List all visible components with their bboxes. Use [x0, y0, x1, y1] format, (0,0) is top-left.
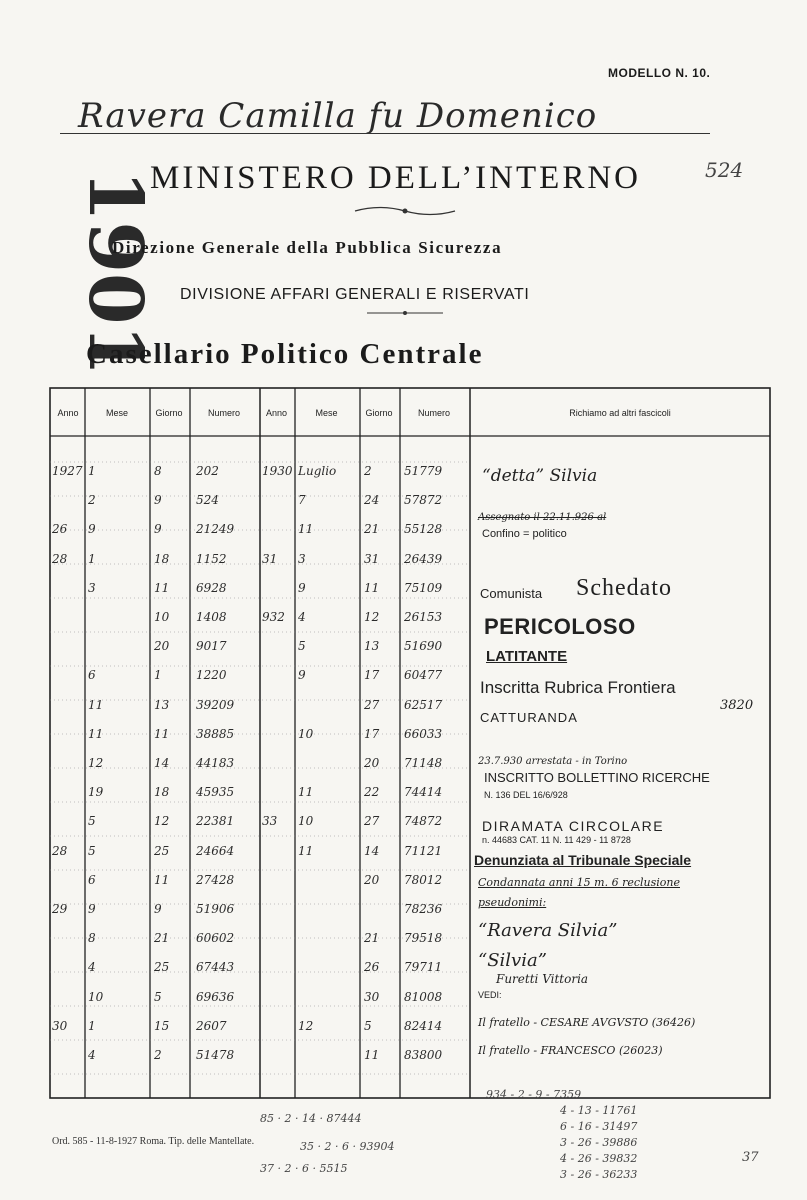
cell-numero-1: 24664: [196, 844, 235, 858]
cell-numero-2: 78236: [404, 902, 443, 916]
ornament-divider: [350, 204, 460, 218]
casellario-title: Casellario Politico Centrale: [86, 338, 484, 370]
cell-mese-1: 5: [88, 814, 96, 828]
cell-giorno-1: 21: [154, 931, 170, 945]
cell-numero-1: 6928: [196, 581, 227, 595]
cell-mese-1: 4: [88, 960, 96, 974]
cell-mese-1: 19: [88, 785, 104, 799]
col-header-mese-2: Mese: [315, 408, 338, 418]
cell-giorno-2: 31: [364, 552, 380, 566]
cell-numero-2: 74872: [404, 814, 443, 828]
cell-anno-1: 30: [52, 1019, 68, 1033]
cell-anno-2: 31: [262, 552, 278, 566]
cell-mese-1: 11: [88, 698, 104, 712]
cell-anno-1: 28: [52, 844, 68, 858]
cell-giorno-1: 13: [154, 698, 170, 712]
extra-entry-5: 4 - 26 - 39832: [560, 1152, 638, 1165]
footer-scribble-2: 35 · 2 · 6 · 93904: [300, 1140, 395, 1153]
cell-giorno-1: 8: [154, 464, 162, 478]
cell-giorno-2: 21: [364, 522, 380, 536]
note-fratello-1: Il fratello - CESARE AVGVSTO (36426): [478, 1016, 696, 1029]
cell-mese-2: 10: [298, 814, 314, 828]
col-header-numero-2: Numero: [417, 408, 450, 418]
cell-anno-1: 29: [52, 902, 68, 916]
cell-giorno-1: 15: [154, 1019, 170, 1033]
cell-numero-2: 83800: [404, 1048, 443, 1062]
cell-numero-2: 75109: [404, 581, 443, 595]
cell-mese-1: 9: [88, 902, 96, 916]
cell-numero-2: 74414: [404, 785, 443, 799]
cell-mese-1: 8: [88, 931, 96, 945]
cell-mese-2: 11: [298, 785, 314, 799]
cell-giorno-2: 21: [364, 931, 380, 945]
cell-giorno-2: 20: [364, 873, 380, 887]
cell-numero-2: 81008: [404, 990, 443, 1004]
cell-giorno-1: 10: [154, 610, 170, 624]
note-rubrica-number: 3820: [720, 698, 754, 713]
note-diramata: DIRAMATA CIRCOLARE: [482, 818, 665, 834]
model-number: MODELLO N. 10.: [608, 66, 711, 80]
cell-mese-2: 9: [298, 581, 306, 595]
cell-giorno-2: 22: [364, 785, 380, 799]
col-header-giorno-2: Giorno: [365, 408, 393, 418]
cell-giorno-2: 11: [364, 581, 380, 595]
cell-numero-2: 78012: [404, 873, 443, 887]
note-circolare-number: n. 44683 CAT. 11 N. 11 429 - 11 8728: [482, 835, 631, 845]
name-underline: [60, 133, 710, 134]
cell-mese-1: 6: [88, 873, 96, 887]
divisione-line: DIVISIONE AFFARI GENERALI E RISERVATI: [180, 286, 530, 303]
cell-mese-1: 1: [88, 464, 96, 478]
cell-giorno-2: 27: [364, 698, 380, 712]
cell-giorno-2: 24: [364, 493, 380, 507]
cell-anno-1: 28: [52, 552, 68, 566]
note-comunista: Comunista: [480, 586, 543, 601]
note-detta: “detta” Silvia: [482, 466, 598, 486]
cell-mese-2: 10: [298, 727, 314, 741]
cell-giorno-1: 11: [154, 581, 170, 595]
cell-giorno-1: 2: [154, 1048, 162, 1062]
cell-numero-2: 71121: [404, 844, 443, 858]
note-condannata: Condannata anni 15 m. 6 reclusione: [478, 876, 680, 889]
note-silvia: “Silvia”: [478, 950, 547, 971]
note-arrestata: 23.7.930 arrestata - in Torino: [478, 756, 628, 767]
cell-mese-1: 2: [88, 493, 96, 507]
cell-giorno-2: 20: [364, 756, 380, 770]
cell-giorno-2: 12: [364, 610, 380, 624]
cell-mese-2: 11: [298, 844, 314, 858]
cell-giorno-1: 18: [154, 552, 170, 566]
note-bollettino: INSCRITTO BOLLETTINO RICERCHE: [484, 770, 710, 785]
cell-numero-1: 524: [196, 493, 219, 507]
note-catturanda: CATTURANDA: [480, 710, 578, 725]
cell-mese-1: 5: [88, 844, 96, 858]
col-header-anno-2: Anno: [265, 408, 288, 418]
cell-giorno-2: 17: [364, 727, 380, 741]
year-stamp-text: 1901: [72, 170, 158, 376]
cell-giorno-1: 5: [154, 990, 162, 1004]
corner-scribble: 37: [742, 1150, 759, 1165]
cell-mese-2: 12: [298, 1019, 314, 1033]
cell-numero-1: 9017: [196, 639, 227, 653]
cell-giorno-1: 9: [154, 522, 162, 536]
cell-giorno-1: 12: [154, 814, 170, 828]
extra-entry-6: 3 - 26 - 36233: [560, 1168, 638, 1181]
ornament-small: [365, 308, 445, 318]
cell-numero-1: 51478: [196, 1048, 235, 1062]
cell-numero-2: 55128: [404, 522, 443, 536]
cell-giorno-1: 25: [154, 844, 170, 858]
cell-numero-1: 21249: [196, 522, 235, 536]
cell-anno-1: 26: [52, 522, 68, 536]
cell-mese-2: 11: [298, 522, 314, 536]
cell-giorno-2: 26: [364, 960, 380, 974]
cell-giorno-1: 1: [154, 668, 162, 682]
cell-mese-1: 1: [88, 1019, 96, 1033]
note-confino: Confino = politico: [482, 528, 567, 540]
cell-mese-1: 4: [88, 1048, 96, 1062]
cell-mese-1: 6: [88, 668, 96, 682]
col-header-richiamo: Richiamo ad altri fascicoli: [569, 408, 671, 418]
note-schedato: Schedato: [576, 575, 672, 601]
cell-mese-2: 9: [298, 668, 306, 682]
cell-anno-2: 932: [262, 610, 285, 624]
cell-numero-1: 51906: [196, 902, 235, 916]
note-furetti: Furetti Vittoria: [496, 972, 589, 986]
cell-anno-2: 33: [262, 814, 278, 828]
cell-mese-1: 11: [88, 727, 104, 741]
note-pericoloso: PERICOLOSO: [484, 614, 636, 639]
cell-giorno-2: 11: [364, 1048, 380, 1062]
note-rubrica: Inscritta Rubrica Frontiera: [480, 678, 676, 697]
note-vedi: VEDI:: [478, 990, 502, 1000]
cell-giorno-2: 14: [364, 844, 380, 858]
footer-scribble-1: 85 · 2 · 14 · 87444: [260, 1112, 362, 1125]
col-header-anno-1: Anno: [57, 408, 79, 418]
printer-footer: Ord. 585 - 11-8-1927 Roma. Tip. delle Mantellate.: [52, 1136, 255, 1147]
cell-giorno-1: 18: [154, 785, 170, 799]
cell-numero-1: 1408: [196, 610, 227, 624]
footer-scribble-3: 37 · 2 · 6 · 5515: [260, 1162, 348, 1175]
cell-numero-2: 79518: [404, 931, 443, 945]
col-header-numero-1: Numero: [207, 408, 240, 418]
note-bollettino-number: N. 136 DEL 16/6/928: [484, 790, 568, 800]
cell-mese-2: 5: [298, 639, 306, 653]
cell-mese-1: 3: [88, 581, 96, 595]
extra-entry-1: 934 - 2 - 9 - 7359: [486, 1088, 582, 1101]
cell-numero-1: 27428: [196, 873, 235, 887]
cell-giorno-2: 5: [364, 1019, 372, 1033]
cell-mese-1: 10: [88, 990, 104, 1004]
cell-numero-2: 71148: [404, 756, 443, 770]
cell-mese-2: 7: [298, 493, 306, 507]
cell-numero-1: 44183: [196, 756, 235, 770]
cell-numero-2: 60477: [404, 668, 443, 682]
cell-mese-1: 12: [88, 756, 104, 770]
cell-giorno-2: 30: [364, 990, 380, 1004]
cell-giorno-1: 9: [154, 493, 162, 507]
note-pseudonimi: pseudonimi:: [478, 896, 547, 909]
ministry-title: MINISTERO DELL’INTERNO: [150, 160, 641, 196]
cell-giorno-2: 2: [364, 464, 372, 478]
cell-giorno-2: 27: [364, 814, 380, 828]
cell-giorno-1: 11: [154, 727, 170, 741]
cell-numero-1: 22381: [196, 814, 235, 828]
cell-numero-1: 67443: [196, 960, 235, 974]
cell-numero-2: 79711: [404, 960, 443, 974]
extra-entry-4: 3 - 26 - 39886: [560, 1136, 638, 1149]
cell-numero-1: 2607: [196, 1019, 227, 1033]
note-latitante: LATITANTE: [486, 648, 568, 665]
cell-giorno-1: 11: [154, 873, 170, 887]
cell-numero-2: 82414: [404, 1019, 443, 1033]
cell-numero-1: 39209: [196, 698, 235, 712]
note-fratello-2: Il fratello - FRANCESCO (26023): [478, 1044, 663, 1057]
note-ravera-silvia: “Ravera Silvia”: [478, 920, 618, 941]
cell-numero-1: 1152: [196, 552, 227, 566]
cell-numero-2: 51690: [404, 639, 443, 653]
cell-anno-2: 1930: [262, 464, 293, 478]
cell-mese-2: 4: [298, 610, 306, 624]
cell-numero-2: 57872: [404, 493, 443, 507]
col-header-giorno-1: Giorno: [155, 408, 183, 418]
handwritten-name: Ravera Camilla fu Domenico: [78, 96, 598, 136]
direzione-line: Direzione Generale della Pubblica Sicurezza: [112, 238, 503, 257]
note-denunziata: Denunziata al Tribunale Speciale: [474, 852, 692, 868]
cell-numero-2: 26153: [404, 610, 443, 624]
col-header-mese-1: Mese: [105, 408, 128, 418]
cell-mese-2: 3: [298, 552, 306, 566]
cell-numero-2: 26439: [404, 552, 443, 566]
cell-giorno-1: 14: [154, 756, 170, 770]
extra-entry-3: 6 - 16 - 31497: [560, 1120, 638, 1133]
cell-numero-2: 66033: [404, 727, 443, 741]
cell-giorno-1: 25: [154, 960, 170, 974]
cell-anno-1: 1927: [52, 464, 83, 478]
cell-mese-1: 9: [88, 522, 96, 536]
cell-numero-1: 69636: [196, 990, 235, 1004]
cell-mese-2: Luglio: [298, 464, 337, 478]
cell-numero-1: 60602: [196, 931, 235, 945]
note-assegnato: Assegnato il 22.11.926 al: [478, 512, 607, 523]
cell-mese-1: 1: [88, 552, 96, 566]
cell-numero-1: 1220: [196, 668, 227, 682]
cell-giorno-1: 9: [154, 902, 162, 916]
cell-numero-2: 62517: [404, 698, 443, 712]
cell-numero-2: 51779: [404, 464, 443, 478]
cell-numero-1: 45935: [196, 785, 235, 799]
extra-entry-2: 4 - 13 - 11761: [560, 1104, 638, 1117]
cell-giorno-2: 17: [364, 668, 380, 682]
cell-numero-1: 202: [196, 464, 219, 478]
folio-number: 524: [705, 158, 744, 182]
cell-giorno-1: 20: [154, 639, 170, 653]
cell-numero-1: 38885: [196, 727, 235, 741]
cell-giorno-2: 13: [364, 639, 380, 653]
